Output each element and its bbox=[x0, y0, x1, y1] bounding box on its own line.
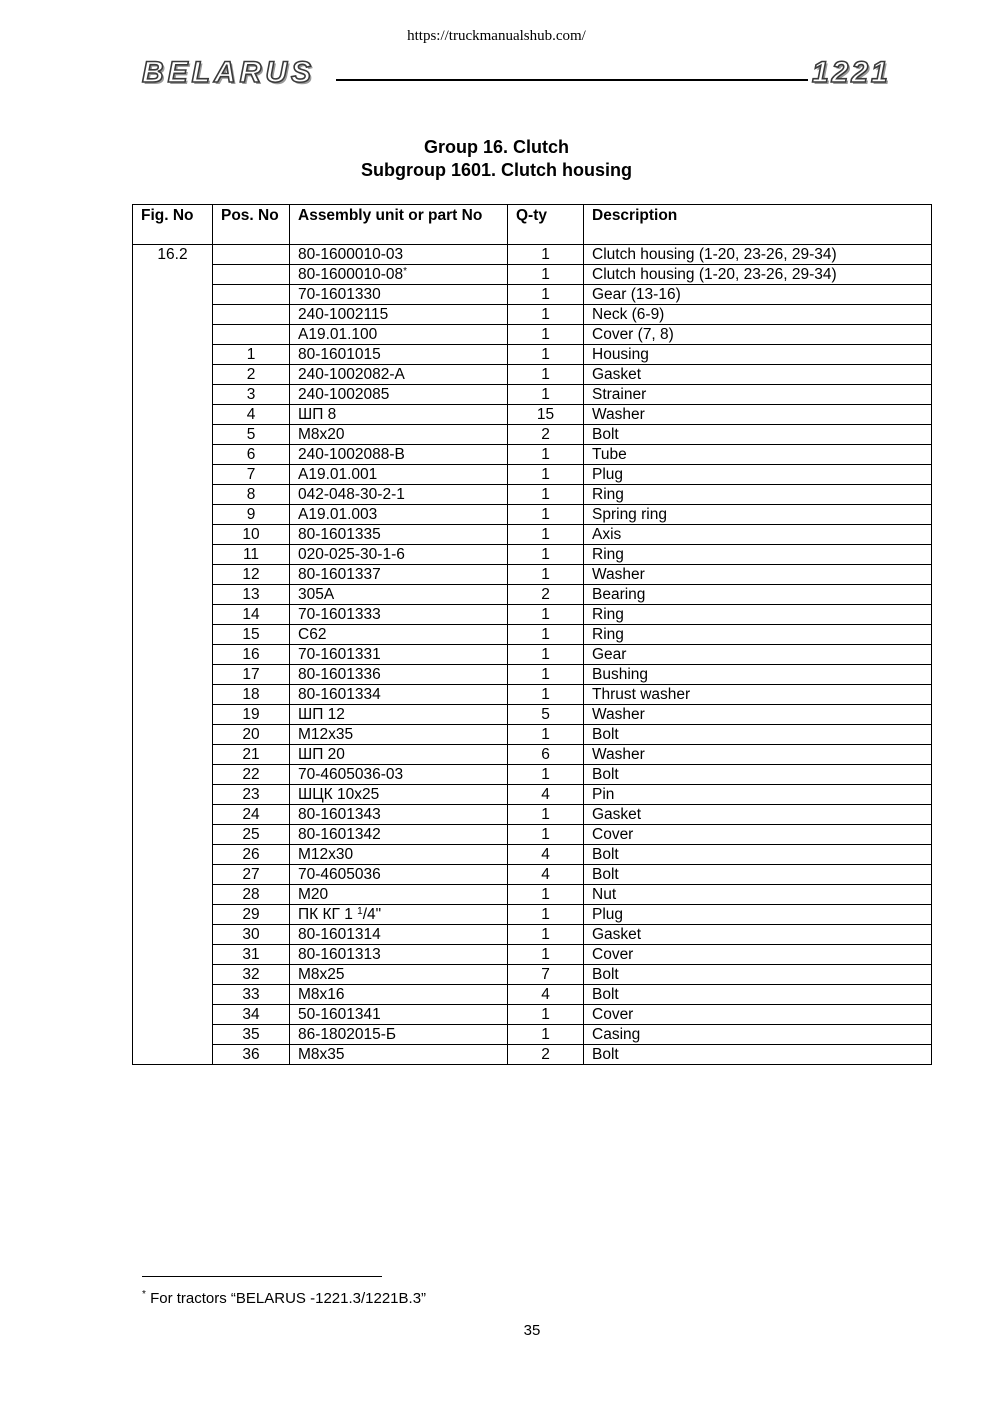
part-no-cell bbox=[290, 1025, 508, 1045]
part-no-cell bbox=[290, 725, 508, 745]
table-row bbox=[133, 285, 932, 305]
table-row bbox=[133, 665, 932, 685]
table-row bbox=[133, 645, 932, 665]
pos-no-cell: 14 bbox=[213, 605, 290, 625]
column-header-pos-no: Pos. No bbox=[213, 205, 290, 245]
part-no-text: 80-1601336 bbox=[298, 666, 381, 683]
parts-table-body bbox=[133, 245, 932, 1065]
qty-cell: 1 bbox=[508, 365, 584, 385]
part-no-cell bbox=[290, 705, 508, 725]
part-no-suffix: /4" bbox=[362, 906, 382, 923]
description-cell: Plug bbox=[584, 905, 932, 925]
part-no-text: 240-1002085 bbox=[298, 386, 390, 403]
description-cell: Gasket bbox=[584, 365, 932, 385]
description-cell: Cover bbox=[584, 945, 932, 965]
table-row bbox=[133, 405, 932, 425]
column-header-fig-no: Fig. No bbox=[133, 205, 213, 245]
part-no-superscript: 1 bbox=[357, 906, 363, 917]
part-no-text: M8x16 bbox=[298, 986, 345, 1003]
pos-no-cell: 4 bbox=[213, 405, 290, 425]
column-header-qty: Q-ty bbox=[508, 205, 584, 245]
part-no-cell bbox=[290, 765, 508, 785]
table-row bbox=[133, 445, 932, 465]
pos-no-cell: 2 bbox=[213, 365, 290, 385]
part-no-text: 80-1601015 bbox=[298, 346, 381, 363]
description-cell: Ring bbox=[584, 485, 932, 505]
part-no-cell bbox=[290, 785, 508, 805]
qty-cell: 1 bbox=[508, 1005, 584, 1025]
part-no-text: ШП 8 bbox=[298, 406, 337, 423]
table-row bbox=[133, 825, 932, 845]
description-cell: Bolt bbox=[584, 725, 932, 745]
qty-cell: 1 bbox=[508, 305, 584, 325]
part-no-text: ШП 12 bbox=[298, 706, 345, 723]
description-cell: Gasket bbox=[584, 805, 932, 825]
part-no-cell bbox=[290, 885, 508, 905]
part-no-cell bbox=[290, 365, 508, 385]
qty-cell: 7 bbox=[508, 965, 584, 985]
pos-no-cell: 5 bbox=[213, 425, 290, 445]
table-row bbox=[133, 865, 932, 885]
table-row bbox=[133, 505, 932, 525]
part-no-text: M8x20 bbox=[298, 426, 345, 443]
pos-no-cell: 21 bbox=[213, 745, 290, 765]
part-no-text: 70-4605036-03 bbox=[298, 766, 404, 783]
pos-no-cell: 11 bbox=[213, 545, 290, 565]
part-no-cell bbox=[290, 525, 508, 545]
table-row bbox=[133, 945, 932, 965]
description-cell: Cover bbox=[584, 825, 932, 845]
qty-cell: 15 bbox=[508, 405, 584, 425]
table-row bbox=[133, 1045, 932, 1065]
description-cell: Clutch housing (1-20, 23-26, 29-34) bbox=[584, 245, 932, 265]
parts-table bbox=[132, 204, 932, 1065]
pos-no-cell: 16 bbox=[213, 645, 290, 665]
qty-cell: 1 bbox=[508, 525, 584, 545]
part-no-text: 80-1601313 bbox=[298, 946, 381, 963]
qty-cell: 1 bbox=[508, 905, 584, 925]
pos-no-cell: 26 bbox=[213, 845, 290, 865]
pos-no-cell: 20 bbox=[213, 725, 290, 745]
part-no-text: M12x30 bbox=[298, 846, 354, 863]
qty-cell: 4 bbox=[508, 865, 584, 885]
part-no-cell bbox=[290, 285, 508, 305]
footnote-rule bbox=[142, 1276, 382, 1277]
part-no-text: M8x25 bbox=[298, 966, 345, 983]
group-title: Group 16. Clutch bbox=[423, 137, 569, 157]
qty-cell: 1 bbox=[508, 265, 584, 285]
qty-cell: 1 bbox=[508, 765, 584, 785]
part-no-cell bbox=[290, 625, 508, 645]
part-no-text: M8x35 bbox=[298, 1046, 345, 1063]
part-no-cell bbox=[290, 245, 508, 265]
pos-no-cell: 33 bbox=[213, 985, 290, 1005]
table-row bbox=[133, 965, 932, 985]
description-cell: Ring bbox=[584, 545, 932, 565]
column-header-description: Description bbox=[584, 205, 932, 245]
description-cell: Plug bbox=[584, 465, 932, 485]
table-row bbox=[133, 765, 932, 785]
part-no-cell bbox=[290, 585, 508, 605]
qty-cell: 1 bbox=[508, 805, 584, 825]
part-no-text: M20 bbox=[298, 886, 329, 903]
table-row bbox=[133, 365, 932, 385]
qty-cell: 1 bbox=[508, 625, 584, 645]
part-no-cell bbox=[290, 745, 508, 765]
pos-no-cell bbox=[213, 245, 290, 265]
description-cell: Ring bbox=[584, 625, 932, 645]
table-row bbox=[133, 425, 932, 445]
pos-no-cell: 35 bbox=[213, 1025, 290, 1045]
description-cell: Gear (13-16) bbox=[584, 285, 932, 305]
part-no-cell bbox=[290, 325, 508, 345]
part-no-cell bbox=[290, 685, 508, 705]
qty-cell: 4 bbox=[508, 985, 584, 1005]
part-no-text: A19.01.001 bbox=[298, 466, 378, 483]
table-row bbox=[133, 1025, 932, 1045]
part-no-text: 70-1601331 bbox=[298, 646, 381, 663]
part-no-cell bbox=[290, 565, 508, 585]
description-cell: Nut bbox=[584, 885, 932, 905]
table-row bbox=[133, 465, 932, 485]
footnote bbox=[142, 1290, 426, 1307]
part-no-text: A19.01.100 bbox=[298, 326, 378, 343]
pos-no-cell: 34 bbox=[213, 1005, 290, 1025]
pos-no-cell: 17 bbox=[213, 665, 290, 685]
part-no-text: 80-1601335 bbox=[298, 526, 381, 543]
description-cell: Bolt bbox=[584, 1045, 932, 1065]
description-cell: Casing bbox=[584, 1025, 932, 1045]
part-no-text: 042-048-30-2-1 bbox=[298, 486, 405, 503]
pos-no-cell bbox=[213, 265, 290, 285]
pos-no-cell bbox=[213, 305, 290, 325]
part-no-text: 305A bbox=[298, 586, 335, 603]
qty-cell: 1 bbox=[508, 445, 584, 465]
pos-no-cell: 19 bbox=[213, 705, 290, 725]
table-row bbox=[133, 685, 932, 705]
table-row bbox=[133, 785, 932, 805]
fig-no-cell: 16.2 bbox=[133, 245, 213, 1065]
description-cell: Bearing bbox=[584, 585, 932, 605]
description-cell: Gear bbox=[584, 645, 932, 665]
description-cell: Washer bbox=[584, 565, 932, 585]
description-cell: Washer bbox=[584, 705, 932, 725]
table-row bbox=[133, 485, 932, 505]
pos-no-cell: 22 bbox=[213, 765, 290, 785]
part-no-cell bbox=[290, 485, 508, 505]
description-cell: Spring ring bbox=[584, 505, 932, 525]
table-row bbox=[133, 705, 932, 725]
qty-cell: 4 bbox=[508, 785, 584, 805]
table-row bbox=[133, 585, 932, 605]
pos-no-cell bbox=[213, 325, 290, 345]
part-no-text: 70-1601333 bbox=[298, 606, 381, 623]
description-cell: Housing bbox=[584, 345, 932, 365]
table-row bbox=[133, 725, 932, 745]
part-no-cell bbox=[290, 545, 508, 565]
pos-no-cell: 3 bbox=[213, 385, 290, 405]
description-cell: Washer bbox=[584, 405, 932, 425]
part-no-cell bbox=[290, 805, 508, 825]
description-cell: Tube bbox=[584, 445, 932, 465]
qty-cell: 1 bbox=[508, 665, 584, 685]
qty-cell: 1 bbox=[508, 825, 584, 845]
table-row bbox=[133, 345, 932, 365]
qty-cell: 1 bbox=[508, 505, 584, 525]
part-no-cell bbox=[290, 845, 508, 865]
part-no-text: 80-1601342 bbox=[298, 826, 381, 843]
description-cell: Washer bbox=[584, 745, 932, 765]
part-no-cell bbox=[290, 345, 508, 365]
pos-no-cell: 7 bbox=[213, 465, 290, 485]
description-cell: Ring bbox=[584, 605, 932, 625]
brand-logo: BELARUS bbox=[142, 56, 316, 89]
part-no-cell bbox=[290, 865, 508, 885]
part-no-cell bbox=[290, 1005, 508, 1025]
part-no-text: 86-1802015-Б bbox=[298, 1026, 397, 1043]
page-number: 35 bbox=[523, 1322, 541, 1339]
part-no-text: ШП 20 bbox=[298, 746, 345, 763]
part-no-cell bbox=[290, 1045, 508, 1065]
description-cell: Cover bbox=[584, 1005, 932, 1025]
description-cell: Bolt bbox=[584, 765, 932, 785]
qty-cell: 1 bbox=[508, 285, 584, 305]
qty-cell: 2 bbox=[508, 585, 584, 605]
part-no-text: 80-1601314 bbox=[298, 926, 381, 943]
part-no-superscript: * bbox=[403, 266, 408, 277]
part-no-cell bbox=[290, 665, 508, 685]
part-no-cell bbox=[290, 385, 508, 405]
part-no-cell bbox=[290, 985, 508, 1005]
qty-cell: 1 bbox=[508, 465, 584, 485]
part-no-text: A19.01.003 bbox=[298, 506, 378, 523]
qty-cell: 1 bbox=[508, 645, 584, 665]
part-no-cell bbox=[290, 605, 508, 625]
description-cell: Bolt bbox=[584, 985, 932, 1005]
description-cell: Bolt bbox=[584, 425, 932, 445]
pos-no-cell: 15 bbox=[213, 625, 290, 645]
table-row bbox=[133, 385, 932, 405]
description-cell: Axis bbox=[584, 525, 932, 545]
part-no-cell bbox=[290, 925, 508, 945]
table-row bbox=[133, 805, 932, 825]
description-cell: Pin bbox=[584, 785, 932, 805]
qty-cell: 1 bbox=[508, 565, 584, 585]
part-no-cell bbox=[290, 265, 508, 285]
part-no-cell bbox=[290, 965, 508, 985]
part-no-cell bbox=[290, 645, 508, 665]
pos-no-cell: 12 bbox=[213, 565, 290, 585]
table-row bbox=[133, 745, 932, 765]
footnote-text: For tractors “BELARUS -1221.3/1221B.3” bbox=[145, 1290, 427, 1307]
qty-cell: 4 bbox=[508, 845, 584, 865]
qty-cell: 2 bbox=[508, 1045, 584, 1065]
part-no-cell bbox=[290, 505, 508, 525]
qty-cell: 6 bbox=[508, 745, 584, 765]
qty-cell: 1 bbox=[508, 325, 584, 345]
description-cell: Gasket bbox=[584, 925, 932, 945]
table-row bbox=[133, 625, 932, 645]
pos-no-cell: 13 bbox=[213, 585, 290, 605]
description-cell: Bolt bbox=[584, 845, 932, 865]
qty-cell: 1 bbox=[508, 345, 584, 365]
qty-cell: 1 bbox=[508, 725, 584, 745]
part-no-text: 80-1601337 bbox=[298, 566, 381, 583]
part-no-cell bbox=[290, 305, 508, 325]
description-cell: Cover (7, 8) bbox=[584, 325, 932, 345]
pos-no-cell: 18 bbox=[213, 685, 290, 705]
pos-no-cell: 25 bbox=[213, 825, 290, 845]
subgroup-title: Subgroup 1601. Clutch housing bbox=[360, 160, 632, 180]
qty-cell: 1 bbox=[508, 485, 584, 505]
pos-no-cell: 29 bbox=[213, 905, 290, 925]
table-row bbox=[133, 1005, 932, 1025]
table-row bbox=[133, 845, 932, 865]
pos-no-cell: 9 bbox=[213, 505, 290, 525]
table-header-row bbox=[133, 205, 932, 245]
part-no-text: 80-1600010-03 bbox=[298, 246, 404, 263]
model-logo: 1221 bbox=[812, 56, 891, 89]
pos-no-cell: 28 bbox=[213, 885, 290, 905]
part-no-text: 80-1600010-08 bbox=[298, 266, 404, 283]
part-no-text: 80-1601334 bbox=[298, 686, 381, 703]
part-no-text: M12x35 bbox=[298, 726, 354, 743]
description-cell: Strainer bbox=[584, 385, 932, 405]
part-no-text: ПК КГ 1 bbox=[298, 906, 358, 923]
pos-no-cell: 1 bbox=[213, 345, 290, 365]
qty-cell: 1 bbox=[508, 925, 584, 945]
qty-cell: 1 bbox=[508, 685, 584, 705]
qty-cell: 1 bbox=[508, 605, 584, 625]
part-no-text: 240-1002115 bbox=[298, 306, 389, 323]
part-no-cell bbox=[290, 405, 508, 425]
description-cell: Bushing bbox=[584, 665, 932, 685]
table-row bbox=[133, 565, 932, 585]
part-no-text: 240-1002082-A bbox=[298, 366, 405, 383]
pos-no-cell: 27 bbox=[213, 865, 290, 885]
pos-no-cell: 30 bbox=[213, 925, 290, 945]
table-row bbox=[133, 905, 932, 925]
pos-no-cell: 31 bbox=[213, 945, 290, 965]
part-no-text: ШЦК 10x25 bbox=[298, 786, 380, 803]
part-no-text: 50-1601341 bbox=[298, 1006, 381, 1023]
table-row bbox=[133, 885, 932, 905]
table-row bbox=[133, 305, 932, 325]
pos-no-cell: 24 bbox=[213, 805, 290, 825]
header-rule bbox=[336, 79, 808, 81]
table-row bbox=[133, 925, 932, 945]
pos-no-cell: 8 bbox=[213, 485, 290, 505]
table-row bbox=[133, 265, 932, 285]
qty-cell: 1 bbox=[508, 385, 584, 405]
part-no-cell bbox=[290, 905, 508, 925]
part-no-text: 240-1002088-B bbox=[298, 446, 405, 463]
part-no-text: 70-4605036 bbox=[298, 866, 381, 883]
qty-cell: 5 bbox=[508, 705, 584, 725]
column-header-part-no: Assembly unit or part No bbox=[290, 205, 508, 245]
qty-cell: 1 bbox=[508, 545, 584, 565]
part-no-cell bbox=[290, 425, 508, 445]
table-row bbox=[133, 545, 932, 565]
footnote-marker: * bbox=[142, 1289, 146, 1300]
part-no-cell bbox=[290, 445, 508, 465]
pos-no-cell bbox=[213, 285, 290, 305]
part-no-text: 70-1601330 bbox=[298, 286, 381, 303]
description-cell: Thrust washer bbox=[584, 685, 932, 705]
qty-cell: 1 bbox=[508, 945, 584, 965]
part-no-cell bbox=[290, 825, 508, 845]
pos-no-cell: 32 bbox=[213, 965, 290, 985]
qty-cell: 2 bbox=[508, 425, 584, 445]
description-cell: Bolt bbox=[584, 865, 932, 885]
source-url: https://truckmanualshub.com/ bbox=[407, 28, 586, 44]
table-row bbox=[133, 985, 932, 1005]
description-cell: Bolt bbox=[584, 965, 932, 985]
table-row bbox=[133, 325, 932, 345]
part-no-text: 020-025-30-1-6 bbox=[298, 546, 405, 563]
part-no-cell bbox=[290, 945, 508, 965]
part-no-cell bbox=[290, 465, 508, 485]
description-cell: Neck (6-9) bbox=[584, 305, 932, 325]
part-no-text: 80-1601343 bbox=[298, 806, 381, 823]
table-row bbox=[133, 525, 932, 545]
qty-cell: 1 bbox=[508, 1025, 584, 1045]
pos-no-cell: 6 bbox=[213, 445, 290, 465]
pos-no-cell: 36 bbox=[213, 1045, 290, 1065]
qty-cell: 1 bbox=[508, 245, 584, 265]
table-row bbox=[133, 605, 932, 625]
table-row bbox=[133, 245, 932, 265]
pos-no-cell: 10 bbox=[213, 525, 290, 545]
pos-no-cell: 23 bbox=[213, 785, 290, 805]
description-cell: Clutch housing (1-20, 23-26, 29-34) bbox=[584, 265, 932, 285]
part-no-text: C62 bbox=[298, 626, 327, 643]
qty-cell: 1 bbox=[508, 885, 584, 905]
